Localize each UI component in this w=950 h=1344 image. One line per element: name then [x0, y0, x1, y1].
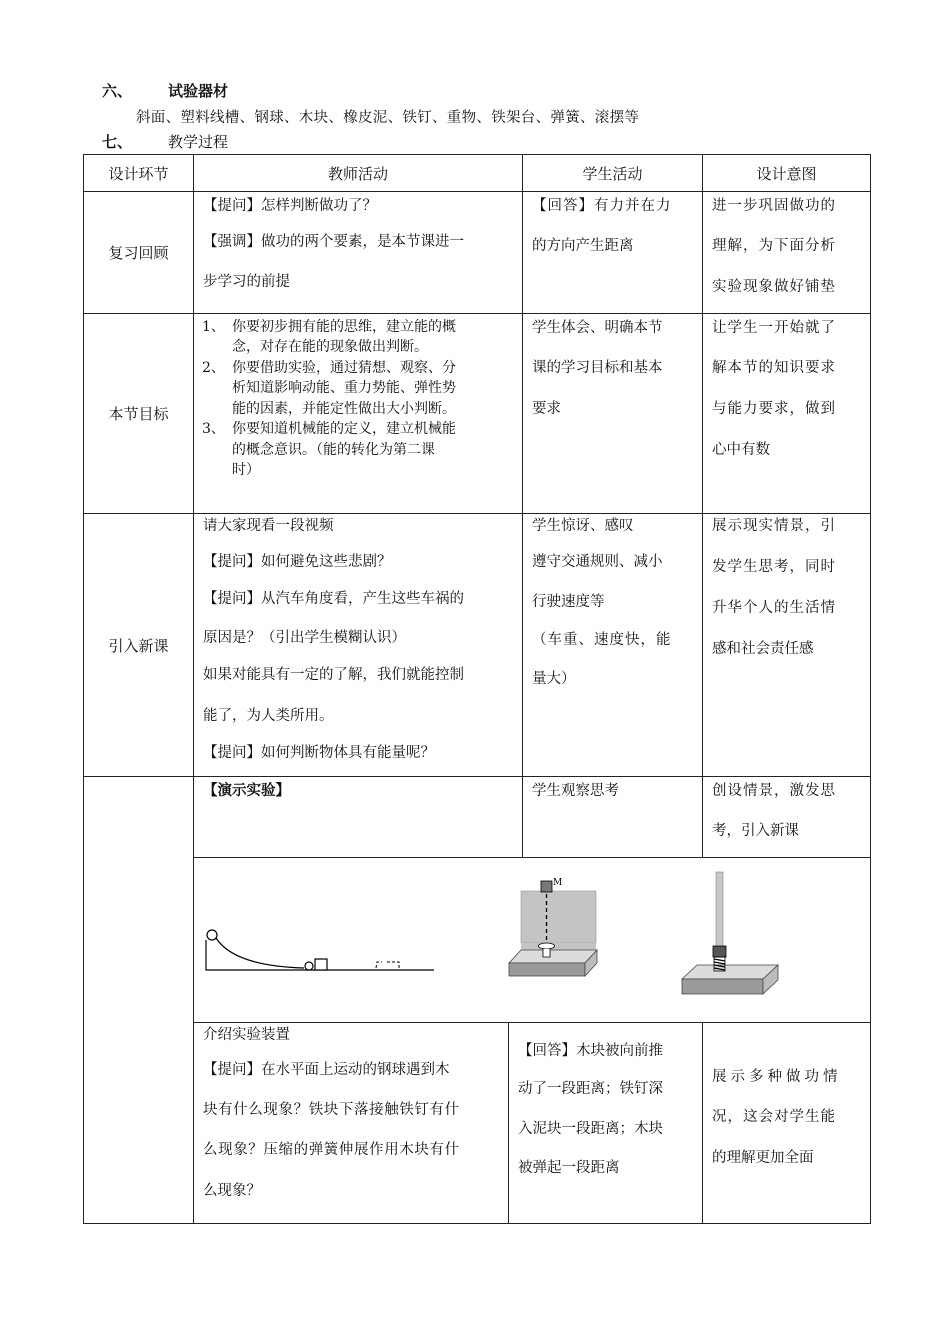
- section-title: 教学过程: [168, 133, 229, 151]
- section-number: 六、: [102, 82, 133, 100]
- spring-stand-figure: [674, 868, 784, 998]
- text-line: 请大家现看一段视频: [203, 518, 334, 534]
- steel-ball-top: [207, 930, 217, 940]
- item-number: 2、: [202, 359, 225, 376]
- stand-rod: [716, 872, 723, 948]
- text-line: 【提问】从汽车角度看，产生这些车祸的: [203, 591, 464, 607]
- text-line: 学生观察思考: [532, 783, 619, 799]
- text-line: 量大）: [532, 671, 576, 687]
- text-line: （车重、速度快，能: [532, 632, 672, 648]
- backboard: [521, 891, 596, 943]
- teacher-review: [193, 191, 523, 314]
- teacher-demo: [193, 776, 523, 858]
- text-line: 时）: [232, 462, 260, 479]
- text-line: 与能力要求，做到: [712, 401, 836, 417]
- text-line: 【提问】怎样判断做功了？: [203, 198, 377, 214]
- item-number: 1、: [202, 319, 225, 335]
- text-line: 心中有数: [712, 442, 770, 458]
- drop-weight-figure: [499, 868, 609, 988]
- list-item: [202, 419, 516, 480]
- intent-demo: [702, 776, 871, 858]
- steel-ball: [305, 962, 313, 970]
- text-line: 【提问】在水平面上运动的钢球遇到木: [203, 1062, 450, 1078]
- teacher-goals: [193, 313, 523, 514]
- goals-list: [202, 317, 516, 481]
- intent-intro: [702, 513, 871, 777]
- text-line: 【回答】木块被向前推: [518, 1043, 663, 1059]
- item-number: 3、: [202, 421, 225, 438]
- nail-shaft: [543, 949, 550, 957]
- text-line: 课的学习目标和基本: [532, 360, 663, 376]
- text-line: 你要借助实验，通过猜想、观察、分: [232, 359, 456, 376]
- text-line: 展示现实情景，引: [712, 518, 836, 534]
- clay-block-front: [509, 963, 585, 976]
- clay-block-top: [509, 950, 597, 963]
- text-line: 学生惊讶、感叹: [532, 518, 634, 534]
- text-line: 块有什么现象？铁块下落接触铁钉有什: [203, 1102, 460, 1118]
- stage-goals: 本节目标: [83, 313, 194, 514]
- text-line: 的理解更加全面: [712, 1150, 814, 1166]
- student-review: [522, 191, 703, 314]
- intent-explain: [702, 1022, 871, 1224]
- wood-block: [315, 959, 327, 970]
- wood-block-moved: [376, 962, 399, 968]
- text-line: 你要知道机械能的定义，建立机械能: [232, 421, 456, 438]
- text-line: 升华个人的生活情: [712, 600, 836, 616]
- student-goals: [522, 313, 703, 514]
- stage-intro: 引入新课: [83, 513, 194, 777]
- text-line: 念，对存在能的现象做出判断。: [232, 339, 428, 356]
- teacher-intro: [193, 513, 523, 777]
- section-number: 七、: [102, 133, 133, 151]
- experiment-figure-cell: [193, 857, 871, 1023]
- stage-experiment: [83, 776, 194, 1224]
- ramp-curve: [216, 938, 304, 968]
- text-line: 发学生思考，同时: [712, 559, 836, 575]
- text-line: 解本节的知识要求: [712, 360, 836, 376]
- student-explain: [508, 1022, 703, 1224]
- text-line: 让学生一开始就了: [712, 320, 836, 336]
- header-student: 学生活动: [522, 154, 703, 192]
- text-line: 【提问】如何判断物体具有能量呢？: [203, 745, 435, 761]
- base-top: [682, 965, 778, 979]
- text-line: 【提问】如何避免这些悲剧？: [203, 554, 392, 570]
- text-line: 动了一段距离；铁钉深: [518, 1081, 663, 1097]
- text-line: 进一步巩固做功的: [712, 198, 836, 214]
- text-line: 介绍实验装置: [203, 1027, 290, 1043]
- header-teacher: 教师活动: [193, 154, 523, 192]
- text-line: 考，引入新课: [712, 823, 799, 839]
- intent-goals: [702, 313, 871, 514]
- section-title: 试验器材: [168, 82, 229, 100]
- text-line: 理解，为下面分析: [712, 238, 836, 254]
- text-line: 行驶速度等: [532, 594, 605, 610]
- student-demo: [522, 776, 703, 858]
- intent-review: [702, 191, 871, 314]
- text-line: 创设情景，激发思: [712, 783, 836, 799]
- weight-label: M: [553, 878, 563, 888]
- text-line: 【回答】有力并在力: [532, 198, 672, 214]
- section-heading-process: [102, 131, 228, 152]
- text-line: 的概念意识。（能的转化为第二课: [232, 441, 435, 458]
- text-line: 么现象？: [203, 1183, 261, 1199]
- text-line: 原因是？（引出学生模糊认识）: [203, 630, 406, 646]
- iron-weight: [541, 881, 552, 892]
- section-heading-materials: [102, 80, 228, 101]
- teacher-explain: [193, 1022, 509, 1224]
- base-front: [682, 979, 763, 994]
- text-line: 的方向产生距离: [532, 238, 634, 254]
- text-line: 要求: [532, 401, 561, 417]
- text-line: 入泥块一段距离；木块: [518, 1121, 663, 1137]
- list-item: [202, 358, 516, 419]
- materials-list: 斜面、塑料线槽、钢球、木块、橡皮泥、铁钉、重物、铁架台、弹簧、滚摆等: [136, 110, 640, 126]
- list-item: [202, 317, 516, 358]
- text-line: 遵守交通规则、减小: [532, 554, 663, 570]
- student-intro: [522, 513, 703, 777]
- text-line: 【强调】做功的两个要素，是本节课进一: [203, 234, 464, 250]
- header-intent: 设计意图: [702, 154, 871, 192]
- text-line: 学生体会、明确本节: [532, 320, 663, 336]
- text-line: 析知道影响动能、重力势能、弹性势: [232, 380, 456, 397]
- text-line: 如果对能具有一定的了解，我们就能控制: [203, 667, 464, 683]
- text-line: 步学习的前提: [203, 274, 290, 290]
- text-line: 么现象？压缩的弹簧伸展作用木块有什: [203, 1142, 460, 1158]
- stage-review: 复习回顾: [83, 191, 194, 314]
- text-line: 你要初步拥有能的思维，建立能的概: [232, 319, 456, 335]
- text-line: 能了，为人类所用。: [203, 708, 334, 724]
- spring-weight: [713, 946, 726, 957]
- text-line: 实验现象做好铺垫: [712, 279, 836, 295]
- header-stage: 设计环节: [83, 154, 194, 192]
- text-line: 感和社会责任感: [712, 641, 814, 657]
- text-line: 被弹起一段距离: [518, 1160, 620, 1176]
- text-line: 况，这会对学生能: [712, 1109, 836, 1125]
- text-line: 能的因素，并能定性做出大小判断。: [232, 400, 456, 417]
- nail-head: [539, 943, 555, 949]
- demo-title: 【演示实验】: [203, 782, 290, 799]
- text-line: 展示多种做功情: [712, 1069, 842, 1085]
